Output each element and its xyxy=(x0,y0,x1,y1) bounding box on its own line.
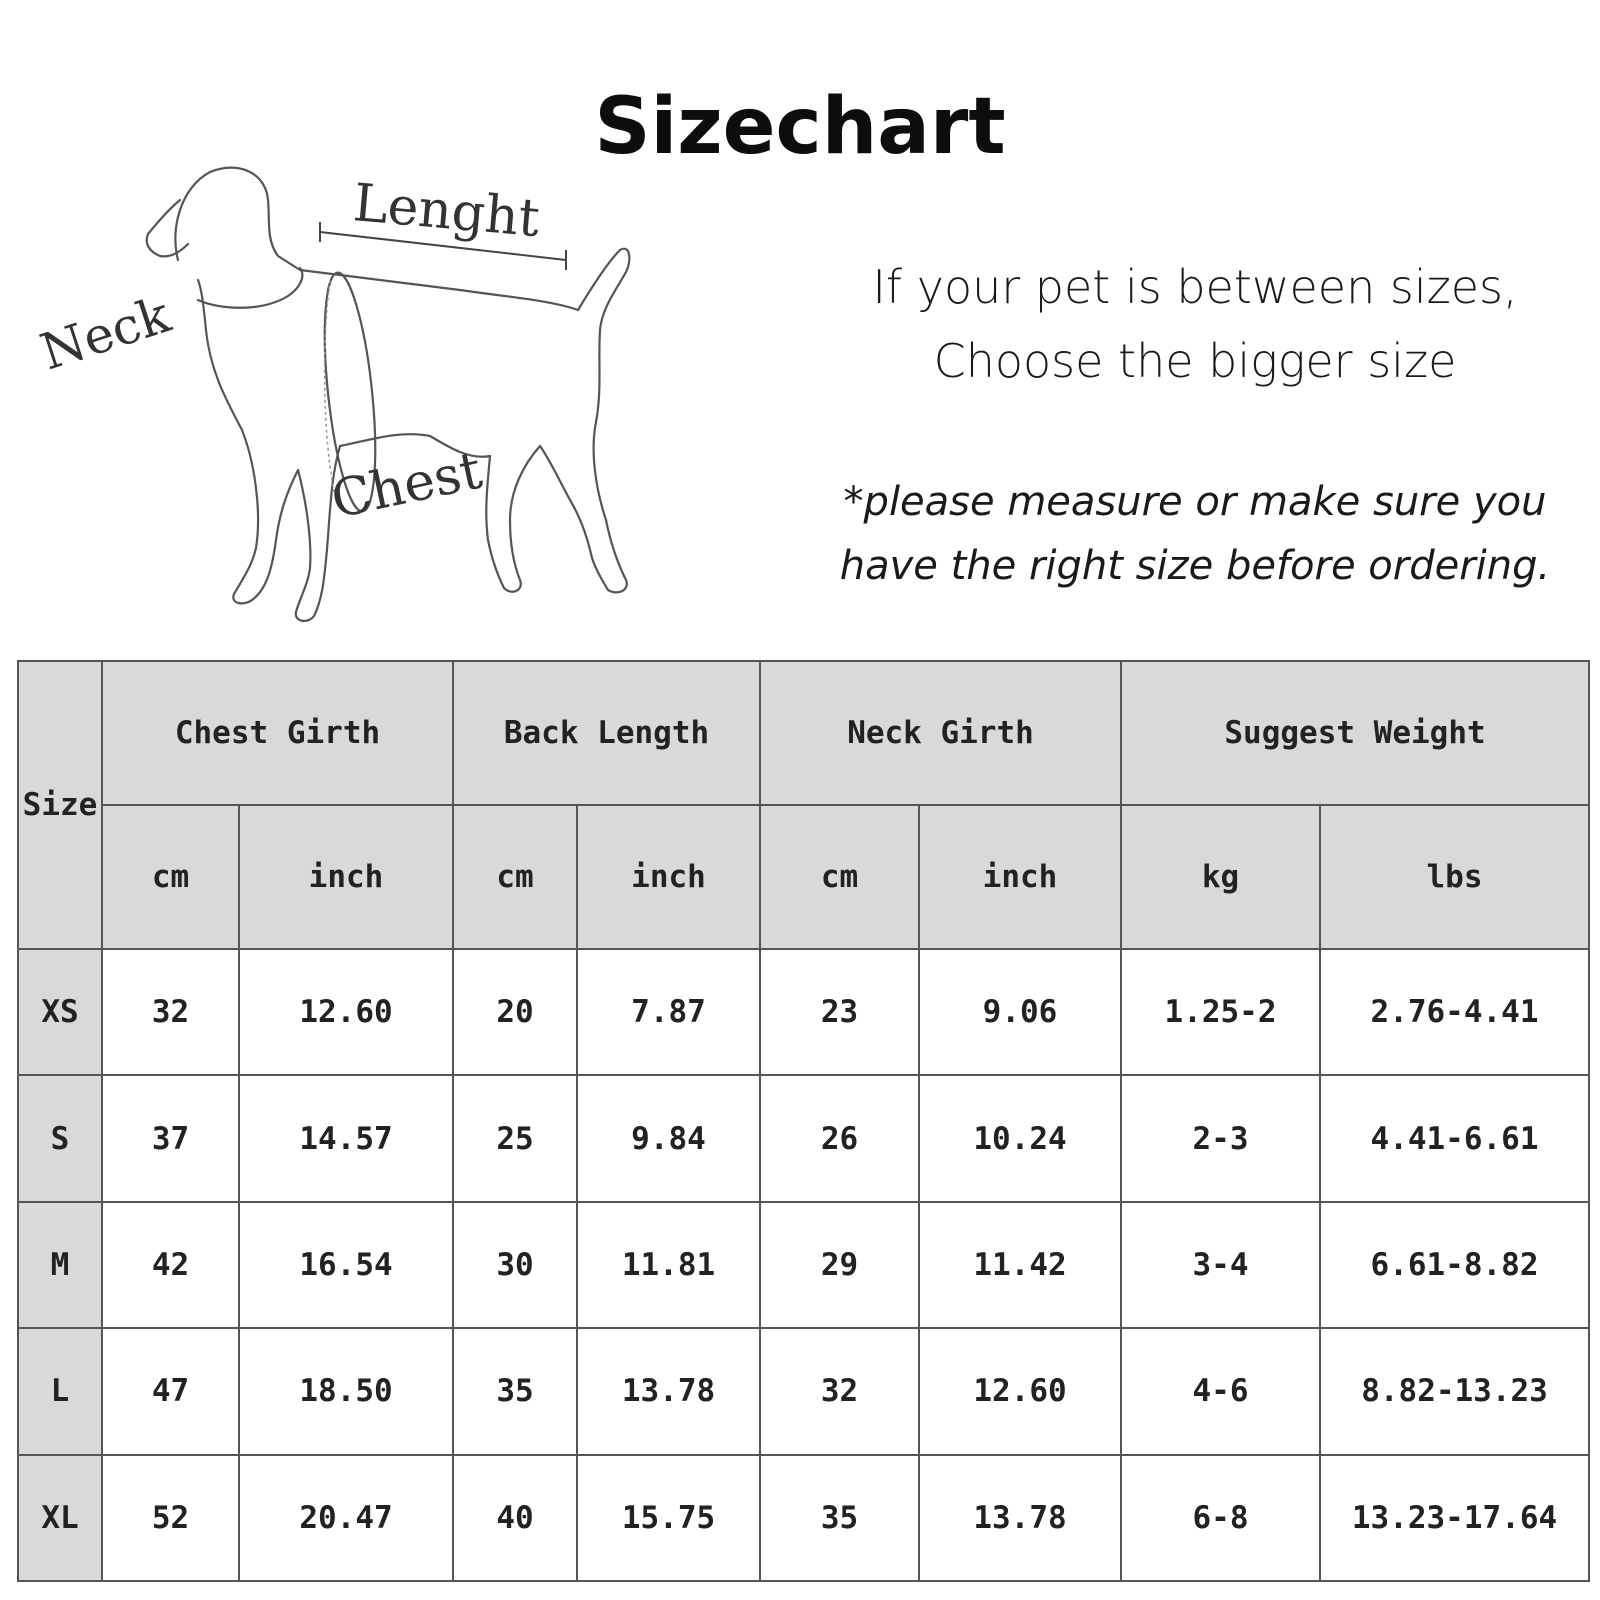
table-cell: 32 xyxy=(102,949,239,1075)
group-header-neck-girth: Neck Girth xyxy=(760,661,1121,805)
table-cell: 3-4 xyxy=(1121,1202,1320,1328)
table-cell: 6-8 xyxy=(1121,1455,1320,1581)
table-cell: 30 xyxy=(453,1202,577,1328)
table-cell: 9.06 xyxy=(919,949,1121,1075)
table-cell: 29 xyxy=(760,1202,919,1328)
table-cell: 12.60 xyxy=(239,949,453,1075)
table-row xyxy=(18,1202,1589,1328)
table-cell: 23 xyxy=(760,949,919,1075)
table-cell: 13.78 xyxy=(577,1328,760,1454)
dog-ear xyxy=(147,200,188,256)
table-row xyxy=(18,949,1589,1075)
table-cell: 16.54 xyxy=(239,1202,453,1328)
table-cell: 42 xyxy=(102,1202,239,1328)
table-cell: 9.84 xyxy=(577,1075,760,1201)
table-cell: 15.75 xyxy=(577,1455,760,1581)
table-cell: 40 xyxy=(453,1455,577,1581)
table-cell: 32 xyxy=(760,1328,919,1454)
size-header: Size xyxy=(18,661,102,949)
table-cell: 4.41-6.61 xyxy=(1320,1075,1589,1201)
table-cell: 20.47 xyxy=(239,1455,453,1581)
table-row xyxy=(18,1455,1589,1581)
dog-measurement-diagram xyxy=(30,160,670,640)
table-cell: 20 xyxy=(453,949,577,1075)
table-cell: 1.25-2 xyxy=(1121,949,1320,1075)
neck-strap xyxy=(198,268,302,308)
page-title: Sizechart xyxy=(594,82,1006,172)
group-header-chest-girth: Chest Girth xyxy=(102,661,453,805)
table-cell: 6.61-8.82 xyxy=(1320,1202,1589,1328)
table-cell: 7.87 xyxy=(577,949,760,1075)
size-cell: L xyxy=(18,1328,102,1454)
table-cell: 35 xyxy=(453,1328,577,1454)
measure-disclaimer xyxy=(790,470,1600,598)
unit-header: cm xyxy=(453,805,577,949)
table-cell: 4-6 xyxy=(1121,1328,1320,1454)
chest-label: Chest xyxy=(326,440,488,531)
table-cell: 2-3 xyxy=(1121,1075,1320,1201)
table-cell: 11.81 xyxy=(577,1202,760,1328)
table-cell: 52 xyxy=(102,1455,239,1581)
table-cell: 2.76-4.41 xyxy=(1320,949,1589,1075)
size-table xyxy=(17,660,1590,1582)
note-line-2: Choose the bigger size xyxy=(933,334,1457,388)
size-cell: XL xyxy=(18,1455,102,1581)
length-label: Lenght xyxy=(350,173,542,250)
table-cell: 37 xyxy=(102,1075,239,1201)
unit-header: inch xyxy=(577,805,760,949)
size-cell: S xyxy=(18,1075,102,1201)
group-header-suggest-weight: Suggest Weight xyxy=(1121,661,1589,805)
table-cell: 26 xyxy=(760,1075,919,1201)
disclaimer-line-2: have the right size before ordering. xyxy=(839,543,1551,589)
neck-label: Neck xyxy=(33,285,177,382)
between-sizes-note xyxy=(790,250,1600,398)
note-line-1: If your pet is between sizes, xyxy=(872,260,1518,314)
unit-header: inch xyxy=(919,805,1121,949)
unit-header: cm xyxy=(102,805,239,949)
unit-header: cm xyxy=(760,805,919,949)
table-cell: 47 xyxy=(102,1328,239,1454)
table-cell: 11.42 xyxy=(919,1202,1121,1328)
table-cell: 10.24 xyxy=(919,1075,1121,1201)
size-cell: XS xyxy=(18,949,102,1075)
table-cell: 35 xyxy=(760,1455,919,1581)
table-cell: 14.57 xyxy=(239,1075,453,1201)
table-cell: 13.78 xyxy=(919,1455,1121,1581)
table-cell: 13.23-17.64 xyxy=(1320,1455,1589,1581)
unit-header: lbs xyxy=(1320,805,1589,949)
table-row xyxy=(18,1075,1589,1201)
table-row xyxy=(18,1328,1589,1454)
table-cell: 12.60 xyxy=(919,1328,1121,1454)
table-cell: 25 xyxy=(453,1075,577,1201)
disclaimer-line-1: *please measure or make sure you xyxy=(843,479,1547,525)
size-cell: M xyxy=(18,1202,102,1328)
group-header-back-length: Back Length xyxy=(453,661,760,805)
table-cell: 18.50 xyxy=(239,1328,453,1454)
table-cell: 8.82-13.23 xyxy=(1320,1328,1589,1454)
unit-header: kg xyxy=(1121,805,1320,949)
unit-header: inch xyxy=(239,805,453,949)
